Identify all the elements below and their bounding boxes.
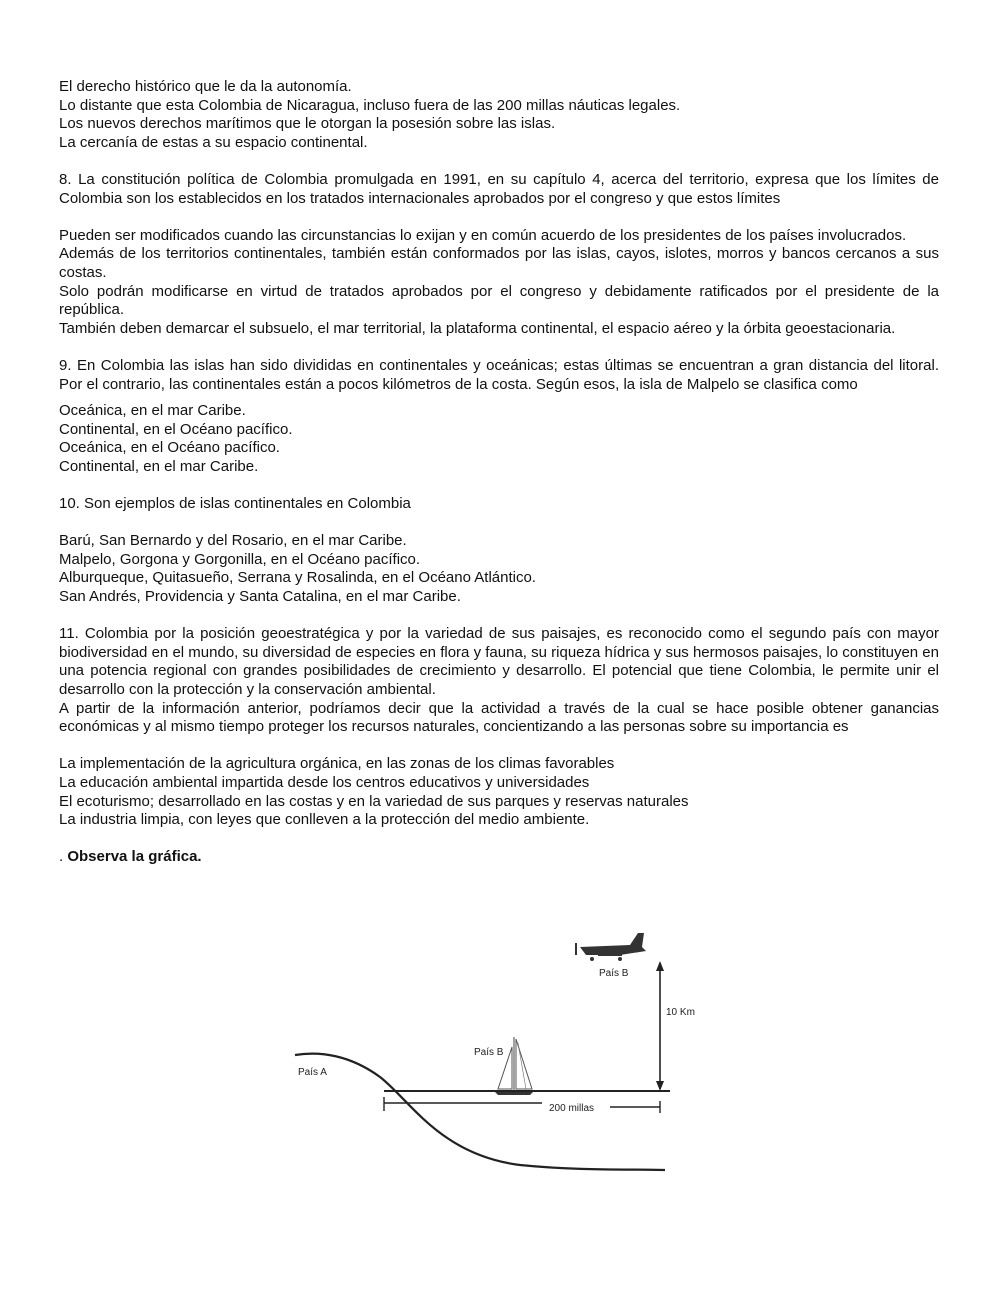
question-11-text: 11. Colombia por la posición geoestratégica y por la variedad de sus paisajes, es reconocido como el segundo país con mayor biodiversidad en el mundo, su diversidad de especies en flora y fauna, su riqueza hídrica y sus hermosos paisajes, lo constituyen en una potencia regional con grandes posibilidades de crecimiento y desarrollo. El potencial que tiene Colombia, le permite unir el desarrollo con la protección y la conservación ambiental.: [59, 625, 939, 698]
option: La educación ambiental impartida desde los centros educativos y universidades: [59, 773, 590, 791]
observe-label: Observa la gráfica.: [67, 848, 202, 866]
altitude-arrow: [656, 961, 664, 1091]
worksheet-content: [59, 78, 939, 867]
observe-instruction: [59, 848, 939, 867]
label-distance: 200 millas: [549, 1103, 595, 1114]
observe-prefix: .: [59, 848, 68, 866]
option: También deben demarcar el subsuelo, el mar territorial, la plataforma continental, el espacio aéreo y la órbita geoestacionaria.: [59, 319, 896, 337]
option: Lo distante que esta Colombia de Nicaragua, incluso fuera de las 200 millas náuticas legales.: [59, 96, 681, 114]
option: Pueden ser modificados cuando las circunstancias lo exijan y en común acuerdo de los presidentes de los países involucrados.: [59, 226, 907, 244]
question-10-text: 10. Son ejemplos de islas continentales en Colombia: [59, 495, 411, 513]
question-9-text: 9. En Colombia las islas han sido divididas en continentales y oceánicas; estas últimas se encuentran a gran distancia del litoral. Por el contrario, las continentales están a pocos kilómetros de la costa. Según esos, la isla de Malpelo se clasifica como: [59, 356, 939, 393]
option: Oceánica, en el Océano pacífico.: [59, 439, 280, 457]
option: Continental, en el Océano pacífico.: [59, 420, 293, 438]
maritime-boundary-figure: [280, 925, 720, 1185]
question-11-prompt: A partir de la información anterior, podríamos decir que la actividad a través de la cual se hace posible obtener ganancias económicas y al mismo tiempo proteger los recursos naturales, concientizando a las personas sobre su importancia es: [59, 699, 939, 736]
option: La implementación de la agricultura orgánica, en las zonas de los climas favorables: [59, 755, 615, 773]
sailboat-icon: [494, 1037, 534, 1095]
distance-marker: [384, 1097, 660, 1113]
label-altitude: 10 Km: [666, 1007, 695, 1018]
option: Continental, en el mar Caribe.: [59, 457, 259, 475]
question-11: [59, 625, 939, 830]
coastline-profile: [295, 1054, 665, 1170]
option: Oceánica, en el mar Caribe.: [59, 402, 246, 420]
option: Alburqueque, Quitasueño, Serrana y Rosalinda, en el Océano Atlántico.: [59, 569, 536, 587]
option: Solo podrán modificarse en virtud de tratados aprobados por el congreso y debidamente ratificados por el presidente de la república.: [59, 282, 939, 319]
option: Además de los territorios continentales, también están conformados por las islas, cayos, islotes, morros y bancos cercanos a sus costas.: [59, 245, 939, 281]
label-country-a: País A: [298, 1067, 327, 1078]
label-country-b-ship: País B: [474, 1047, 504, 1058]
option: Los nuevos derechos marítimos que le otorgan la posesión sobre las islas.: [59, 115, 556, 133]
option: Barú, San Bernardo y del Rosario, en el mar Caribe.: [59, 532, 407, 550]
airplane-icon: [576, 933, 646, 961]
label-country-b-plane: País B: [599, 968, 629, 979]
option: El ecoturismo; desarrollado en las costas y en la variedad de sus parques y reservas naturales: [59, 792, 689, 810]
option: La industria limpia, con leyes que conlleven a la protección del medio ambiente.: [59, 811, 590, 829]
option: El derecho histórico que le da la autonomía.: [59, 78, 352, 95]
question-9: [59, 357, 939, 477]
question-10: [59, 495, 939, 607]
option: San Andrés, Providencia y Santa Catalina, en el mar Caribe.: [59, 588, 461, 606]
question-8-text: 8. La constitución política de Colombia promulgada en 1991, en su capítulo 4, acerca del territorio, expresa que los límites de Colombia son los establecidos en los tratados internacionales aprobados por el congreso y que estos límites: [59, 170, 939, 207]
option: Malpelo, Gorgona y Gorgonilla, en el Océano pacífico.: [59, 550, 421, 568]
question-8: [59, 171, 939, 338]
option: La cercanía de estas a su espacio continental.: [59, 133, 368, 151]
previous-question-options: [59, 78, 939, 152]
